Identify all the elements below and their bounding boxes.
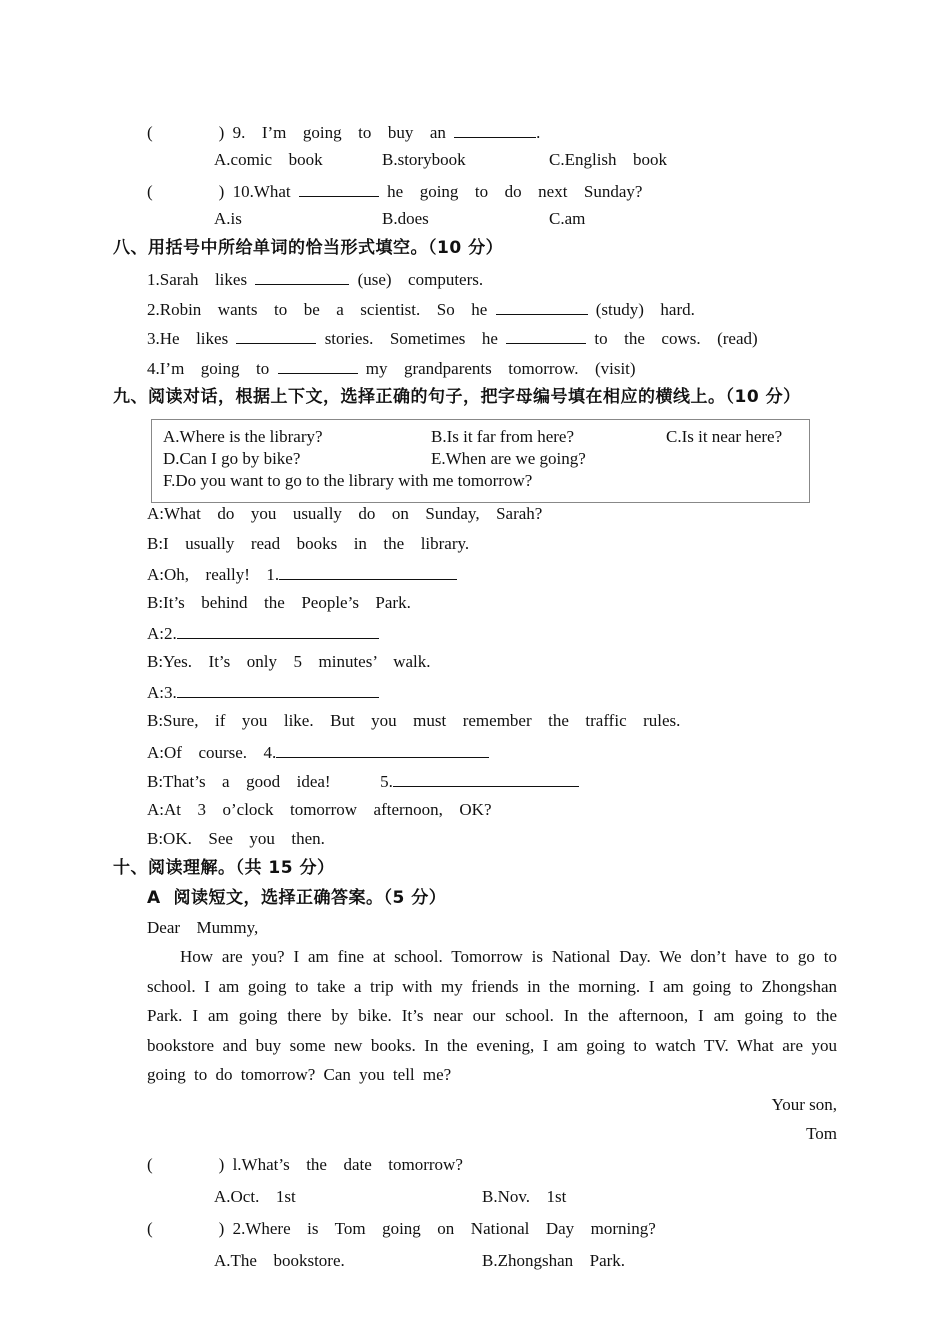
box-option-e: E.When are we going? (431, 449, 586, 468)
dialogue-line: B:I usually read books in the library. (147, 534, 470, 553)
options-box (151, 419, 810, 503)
fill-item-1: 1.Sarah likes (use) computers. (147, 267, 483, 291)
letter-salutation: Dear Mummy, (147, 918, 259, 937)
letter-signature: Tom (806, 1124, 837, 1143)
q10-option-a: A.is (214, 209, 242, 228)
question-9: ( ) 9. I’m going to buy an . (147, 120, 540, 144)
answer-blank[interactable] (506, 326, 586, 344)
section-10-heading: 十、阅读理解。（共 15 分） (113, 858, 335, 878)
answer-blank[interactable] (279, 562, 457, 580)
rq1-option-b: B.Nov. 1st (482, 1187, 567, 1206)
dialogue-line: A:At 3 o’clock tomorrow afternoon, OK? (147, 800, 492, 819)
section-9-heading: 九、阅读对话，根据上下文，选择正确的句子，把字母编号填在相应的横线上。（10 分） (113, 387, 801, 407)
answer-paren: ( ) (147, 1155, 225, 1174)
q9-option-b: B.storybook (382, 150, 466, 169)
answer-blank[interactable] (278, 356, 358, 374)
q9-option-a: A.comic book (214, 150, 323, 169)
dialogue-line: A:What do you usually do on Sunday, Sarah? (147, 504, 543, 523)
fill-item-4: 4.I’m going to my grandparents tomorrow. (visit) (147, 356, 636, 380)
answer-blank[interactable] (496, 297, 588, 315)
answer-blank[interactable] (299, 179, 379, 197)
question-10: ( ) 10.What he going to do next Sunday? (147, 179, 642, 203)
answer-paren: ( ) (147, 1219, 225, 1238)
dialogue-line: B:OK. See you then. (147, 829, 325, 848)
box-option-d: D.Can I go by bike? (163, 449, 301, 468)
letter-closing: Your son, (771, 1095, 837, 1114)
dialogue-line: A:3. (147, 680, 379, 704)
answer-blank[interactable] (177, 621, 379, 639)
box-option-a: A.Where is the library? (163, 427, 323, 446)
answer-blank[interactable] (177, 680, 379, 698)
reading-question-2: ( ) 2.Where is Tom going on National Day morning? (147, 1219, 656, 1238)
dialogue-line: B:That’s a good idea! 5. (147, 769, 579, 793)
dialogue-line: B:Yes. It’s only 5 minutes’ walk. (147, 652, 431, 671)
dialogue-line: A:Of course. 4. (147, 740, 489, 764)
answer-blank[interactable] (454, 120, 536, 138)
dialogue-line: A:Oh, really! 1. (147, 562, 457, 586)
q10-option-b: B.does (382, 209, 429, 228)
rq1-option-a: A.Oct. 1st (214, 1187, 296, 1206)
answer-paren: ( ) (147, 123, 225, 142)
q10-option-c: C.am (549, 209, 586, 228)
box-option-f: F.Do you want to go to the library with me tomorrow? (163, 471, 533, 490)
box-option-b: B.Is it far from here? (431, 427, 575, 446)
answer-blank[interactable] (255, 267, 349, 285)
answer-paren: ( ) (147, 182, 225, 201)
dialogue-line: B:Sure, if you like. But you must remember the traffic rules. (147, 711, 681, 730)
dialogue-line: B:It’s behind the People’s Park. (147, 593, 411, 612)
section-8-heading: 八、用括号中所给单词的恰当形式填空。（10 分） (113, 238, 504, 258)
fill-item-3: 3.He likes stories. Sometimes he to the cows. (read) (147, 326, 758, 350)
section-10a-heading: A 阅读短文，选择正确答案。（5 分） (147, 888, 447, 908)
answer-blank[interactable] (276, 740, 489, 758)
fill-item-2: 2.Robin wants to be a scientist. So he (study) hard. (147, 297, 695, 321)
reading-question-1: ( ) l.What’s the date tomorrow? (147, 1155, 463, 1174)
answer-blank[interactable] (393, 769, 579, 787)
letter-body: How are you? I am fine at school. Tomorrow is National Day. We don’t have to go to school. I am going to take a trip with my friends in the morning. I am going to Zhongshan Park. I am going there by bike. It’s near our school. In the afternoon, I am going to the bookstore and buy some new books. In the evening, I am going to watch TV. What are you going to do tomorrow? Can you tell me? (147, 947, 837, 1084)
rq2-option-b: B.Zhongshan Park. (482, 1251, 626, 1270)
answer-blank[interactable] (236, 326, 316, 344)
rq2-option-a: A.The bookstore. (214, 1251, 345, 1270)
box-option-c: C.Is it near here? (666, 427, 783, 446)
q9-option-c: C.English book (549, 150, 668, 169)
dialogue-line: A:2. (147, 621, 379, 645)
